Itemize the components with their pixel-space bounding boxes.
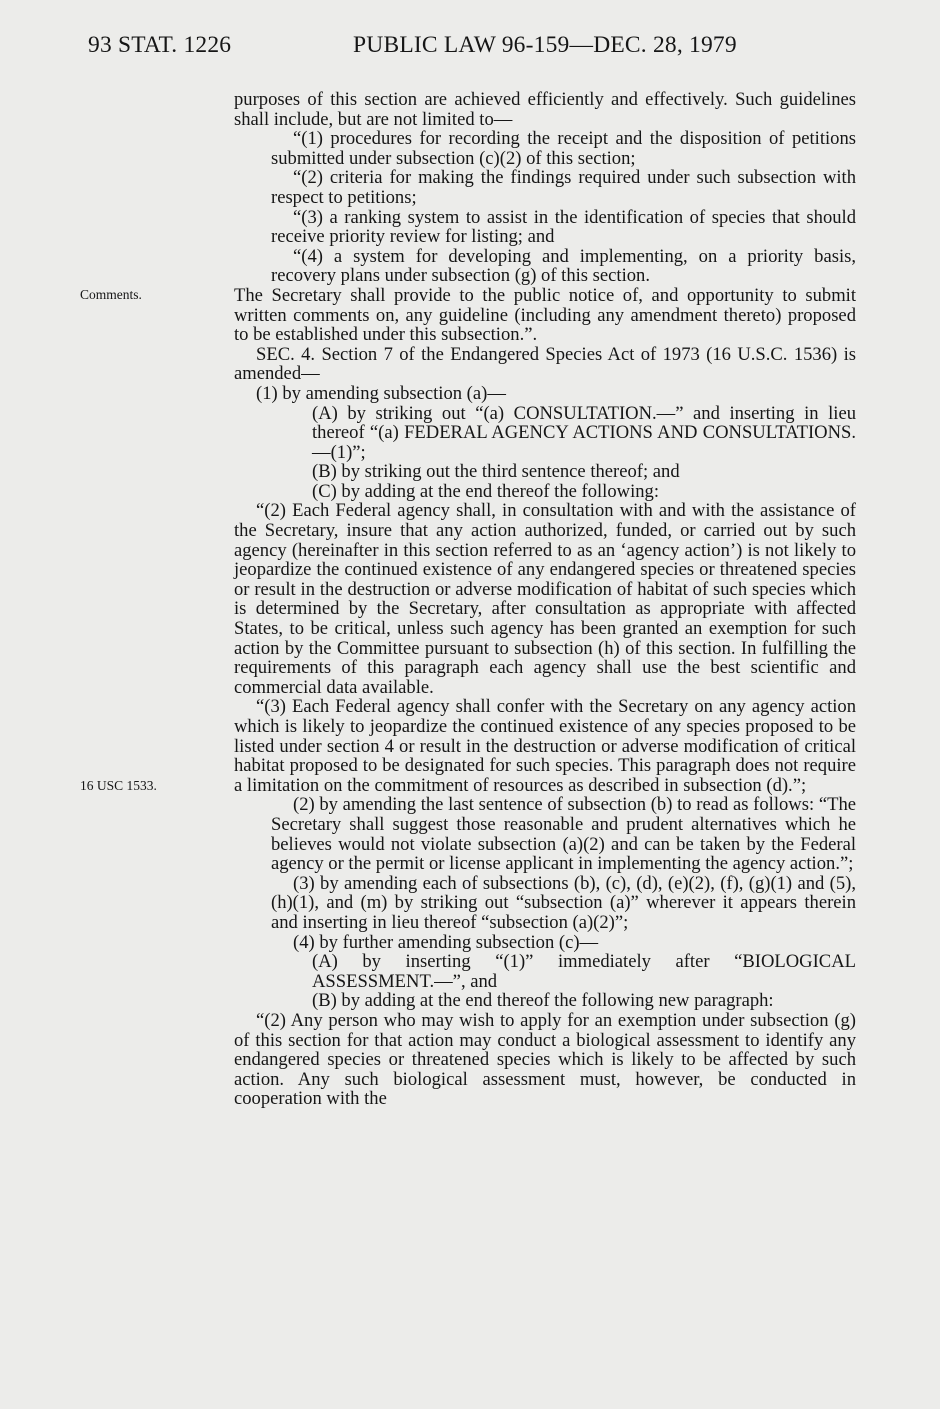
paragraph: purposes of this section are achieved efficiently and effectively. Such guidelines shall include, but are not limited to— <box>234 89 856 130</box>
body-text <box>234 90 856 1109</box>
page-header <box>88 32 848 68</box>
paragraph: “(2) Each Federal agency shall, in consultation with and with the assistance of the Secretary, insure that any action authorized, funded, or carried out by such agency (hereinafter in this section referred to as an ‘agency action’) is not likely to jeopardize the continued existence of any endangered species or threatened species or result in the destruction or adverse modification of habitat of such species which is determined by the Secretary, after consultation as appropriate with affected States, to be critical, unless such agency has been granted an exemption for such action by the Committee pursuant to subsection (h) of this section. In fulfilling the requirements of this paragraph each agency shall use the best scientific and commercial data available. <box>234 500 856 698</box>
paragraph: “(2) Any person who may wish to apply for an exemption under subsection (g) of this section for that action may conduct a biological assessment to identify any endangered species or threatened species which is likely to be affected by such action. Any such biological assessment must, however, be conducted in cooperation with the <box>234 1009 856 1110</box>
paragraph: “(3) a ranking system to assist in the identification of species that should receive priority review for listing; and <box>271 206 856 248</box>
paragraph: (B) by striking out the third sentence thereof; and <box>312 461 680 483</box>
paragraph: “(3) Each Federal agency shall confer with the Secretary on any agency action which is likely to jeopardize the continued existence of any species proposed to be listed under section 4 or result in the destruction or adverse modification of critical habitat proposed to be designated for such species. This paragraph does not require a limitation on the commitment of resources as described in subsection (d).”; <box>234 696 856 796</box>
paragraph: (4) by further amending subsection (c)— <box>293 931 599 953</box>
paragraph: (1) by amending subsection (a)— <box>256 382 506 404</box>
margin-note-comments: Comments. <box>80 287 142 302</box>
statute-citation: 93 STAT. 1226 <box>88 32 232 58</box>
paragraph: (B) by adding at the end thereof the following new paragraph: <box>312 990 774 1012</box>
paragraph: (A) by inserting “(1)” immediately after “BIOLOGICAL ASSESSMENT.—”, and <box>312 951 856 992</box>
paragraph: “(4) a system for developing and implementing, on a priority basis, recovery plans under subsection (g) of this section. <box>271 245 856 287</box>
margin-note-usc: 16 USC 1533. <box>80 778 157 793</box>
paragraph: SEC. 4. Section 7 of the Endangered Species Act of 1973 (16 U.S.C. 1536) is amended— <box>234 343 856 385</box>
paragraph: The Secretary shall provide to the public notice of, and opportunity to submit written comments on, any guideline (including any amendment thereto) proposed to be established under this subsection.”. <box>234 284 856 346</box>
paragraph: “(1) procedures for recording the receipt and the disposition of petitions submitted under subsection (c)(2) of this section; <box>271 128 856 169</box>
paragraph: (A) by striking out “(a) CONSULTATION.—” and inserting in lieu thereof “(a) FEDERAL AGENCY ACTIONS AND CONSULTATIONS.—(1)”; <box>312 402 856 463</box>
paragraph: (2) by amending the last sentence of subsection (b) to read as follows: “The Secretary shall suggest those reasonable and prudent alternatives which he believes would not violate subsection (a)(2) and can be taken by the Federal agency or the permit or license applicant in implementing the agency action.”; <box>271 794 856 875</box>
paragraph: (C) by adding at the end thereof the following: <box>312 480 659 502</box>
paragraph: (3) by amending each of subsections (b), (c), (d), (e)(2), (f), (g)(1) and (5), (h)(1), and (m) by striking out “subsection (a)” wherever it appears therein and inserting in lieu thereof “subsection (a)(2)”; <box>271 872 856 933</box>
law-title: PUBLIC LAW 96-159—DEC. 28, 1979 <box>353 32 737 58</box>
paragraph: “(2) criteria for making the findings required under such subsection with respect to petitions; <box>271 167 856 208</box>
